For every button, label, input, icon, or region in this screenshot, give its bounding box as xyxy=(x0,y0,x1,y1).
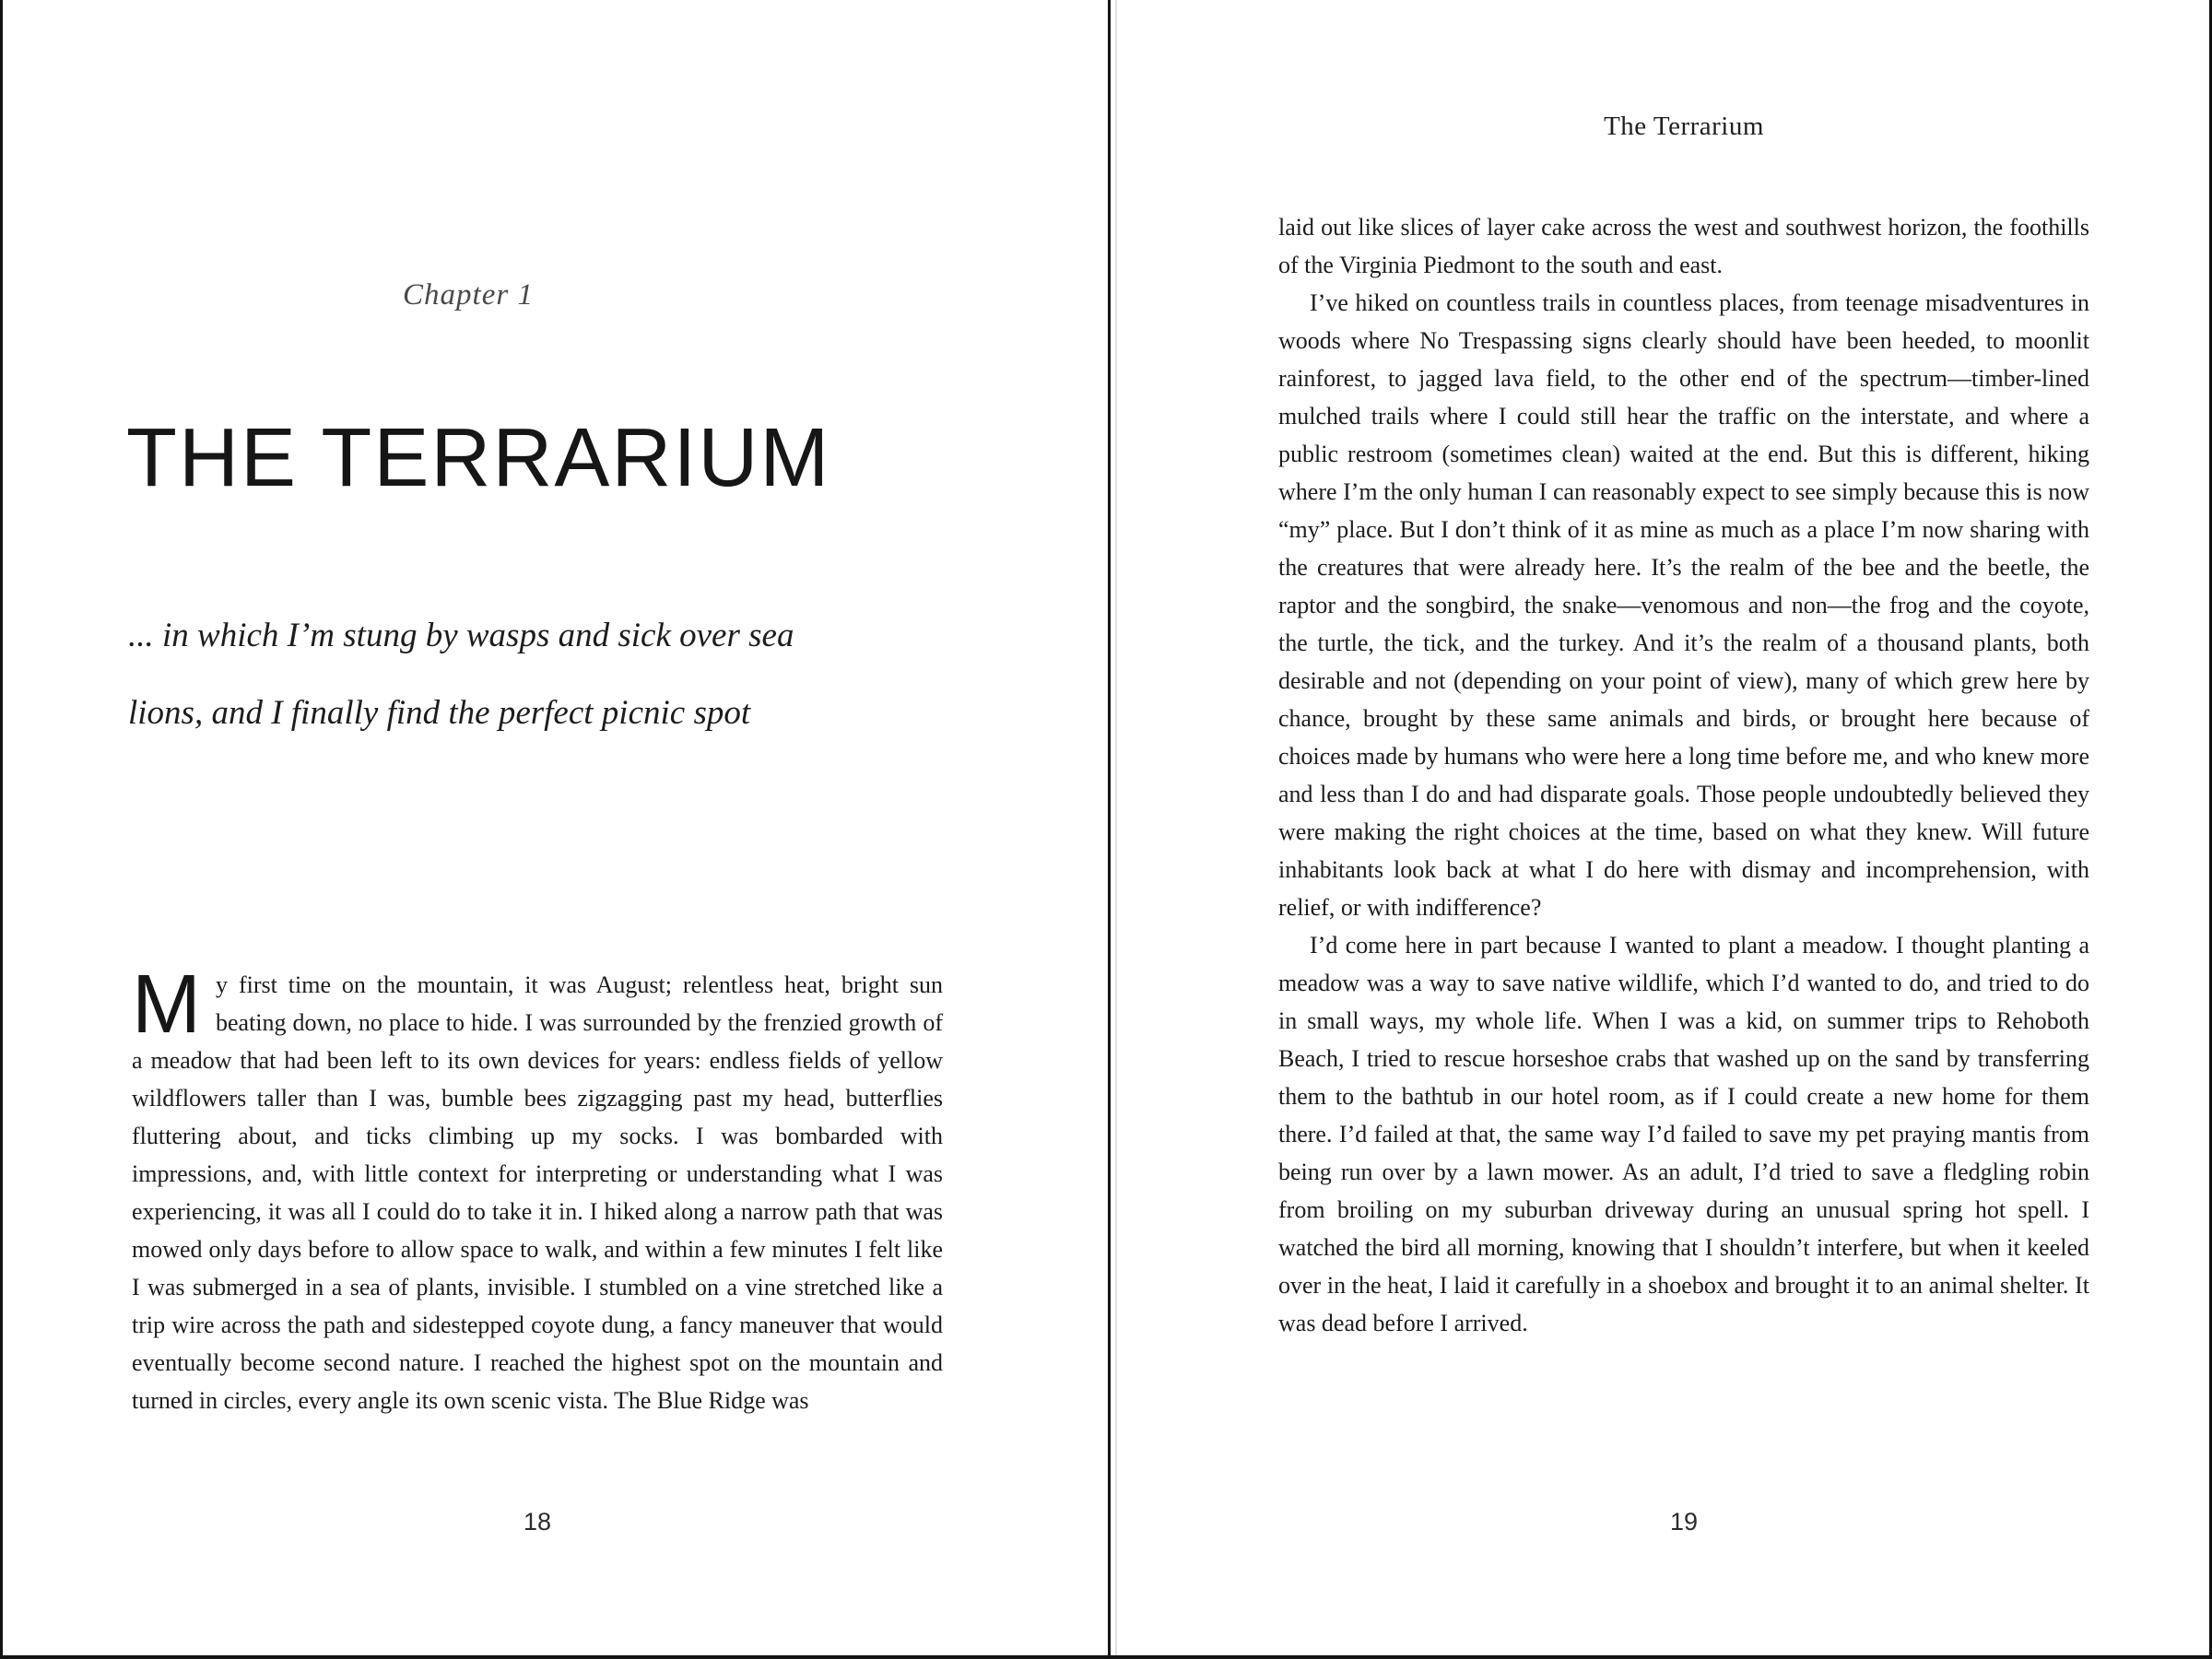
chapter-subtitle: ... in which I’m stung by wasps and sick over sea lions, and I finally find the perfect picnic spot xyxy=(128,617,794,732)
chapter-label: Chapter 1 xyxy=(403,278,534,312)
body-paragraph: I’d come here in part because I wanted to plant a meadow. I thought planting a meadow was a way to save native wildlife, which I’d wanted to do, and tried to do in small ways, my whole life. When I was a kid, on summer trips to Rehoboth Beach, I tried to rescue horseshoe crabs that washed up on the sand by transferring them to the bathtub in our hotel room, as if I could create a new home for them there. I’d failed at that, the same way I’d failed to save my pet praying mantis from being run over by a lawn mower. As an adult, I’d tried to save a fledgling robin from broiling on my suburban driveway during an unusual spring hot spell. I watched the bird all morning, knowing that I shouldn’t interfere, but when it keeled over in the heat, I laid it carefully in a shoebox and brought it to an animal shelter. It was dead before I arrived. xyxy=(1278,932,2089,1336)
opening-paragraph xyxy=(132,959,943,1419)
page-left xyxy=(3,0,1109,1659)
body-text-left xyxy=(132,959,943,1419)
drop-cap: M xyxy=(132,959,201,1051)
body-text-right xyxy=(1278,208,2089,1342)
running-header: The Terrarium xyxy=(1604,112,1764,141)
body-paragraph: I’ve hiked on countless trails in countless places, from teenage misadventures in woods where No Trespassing signs clearly should have been heeded, to moonlit rainforest, to jagged lava field, to the other end of the spectrum—timber-lined mulched trails where I could still hear the traffic on the interstate, and where a public restroom (sometimes clean) waited at the end. But this is different, hiking where I’m the only human I can reasonably expect to see simply because this is now “my” place. But I don’t think of it as mine as much as a place I’m now sharing with the creatures that were already here. It’s the realm of the bee and the beetle, the raptor and the songbird, the snake—venomous and non—the frog and the coyote, the turtle, the tick, and the turkey. And it’s the realm of a thousand plants, both desirable and not (depending on your point of view), many of which grew here by chance, brought by these same animals and birds, or brought here because of choices made by humans who were here a long time before me, and who knew more and less than I do and had disparate goals. Those people undoubtedly believed they were making the right choices at the time, based on what they knew. Will future inhabitants look back at what I do here with dismay and incomprehension, with relief, or with indifference? xyxy=(1278,289,2089,921)
body-paragraph: laid out like slices of layer cake across the west and southwest horizon, the foothills of the Virginia Piedmont to the south and east. xyxy=(1278,214,2089,278)
page-number-left: 18 xyxy=(523,1508,552,1535)
page-right xyxy=(1109,0,2212,1659)
opening-paragraph-text: y first time on the mountain, it was August; relentless heat, bright sun beating down, no place to hide. I was surrounded by the frenzied growth of a meadow that had been left to its own devices for years: endless fields of yellow wildflowers taller than I was, bumble bees zigzagging past my head, butterflies fluttering about, and ticks climbing up my socks. I was bombarded with impressions, and, with little context for interpreting or understanding what I was experiencing, it was all I could do to take it in. I hiked along a narrow path that was mowed only days before to allow space to walk, and within a few minutes I felt like I was submerged in a sea of plants, invisible. I stumbled on a vine stretched like a trip wire across the path and sidestepped coyote dung, a fancy maneuver that would eventually become second nature. I reached the highest spot on the mountain and turned in circles, every angle its own scenic vista. The Blue Ridge was xyxy=(132,971,943,1414)
chapter-title: THE TERRARIUM xyxy=(126,412,831,504)
page-number-right: 19 xyxy=(1669,1508,1699,1535)
